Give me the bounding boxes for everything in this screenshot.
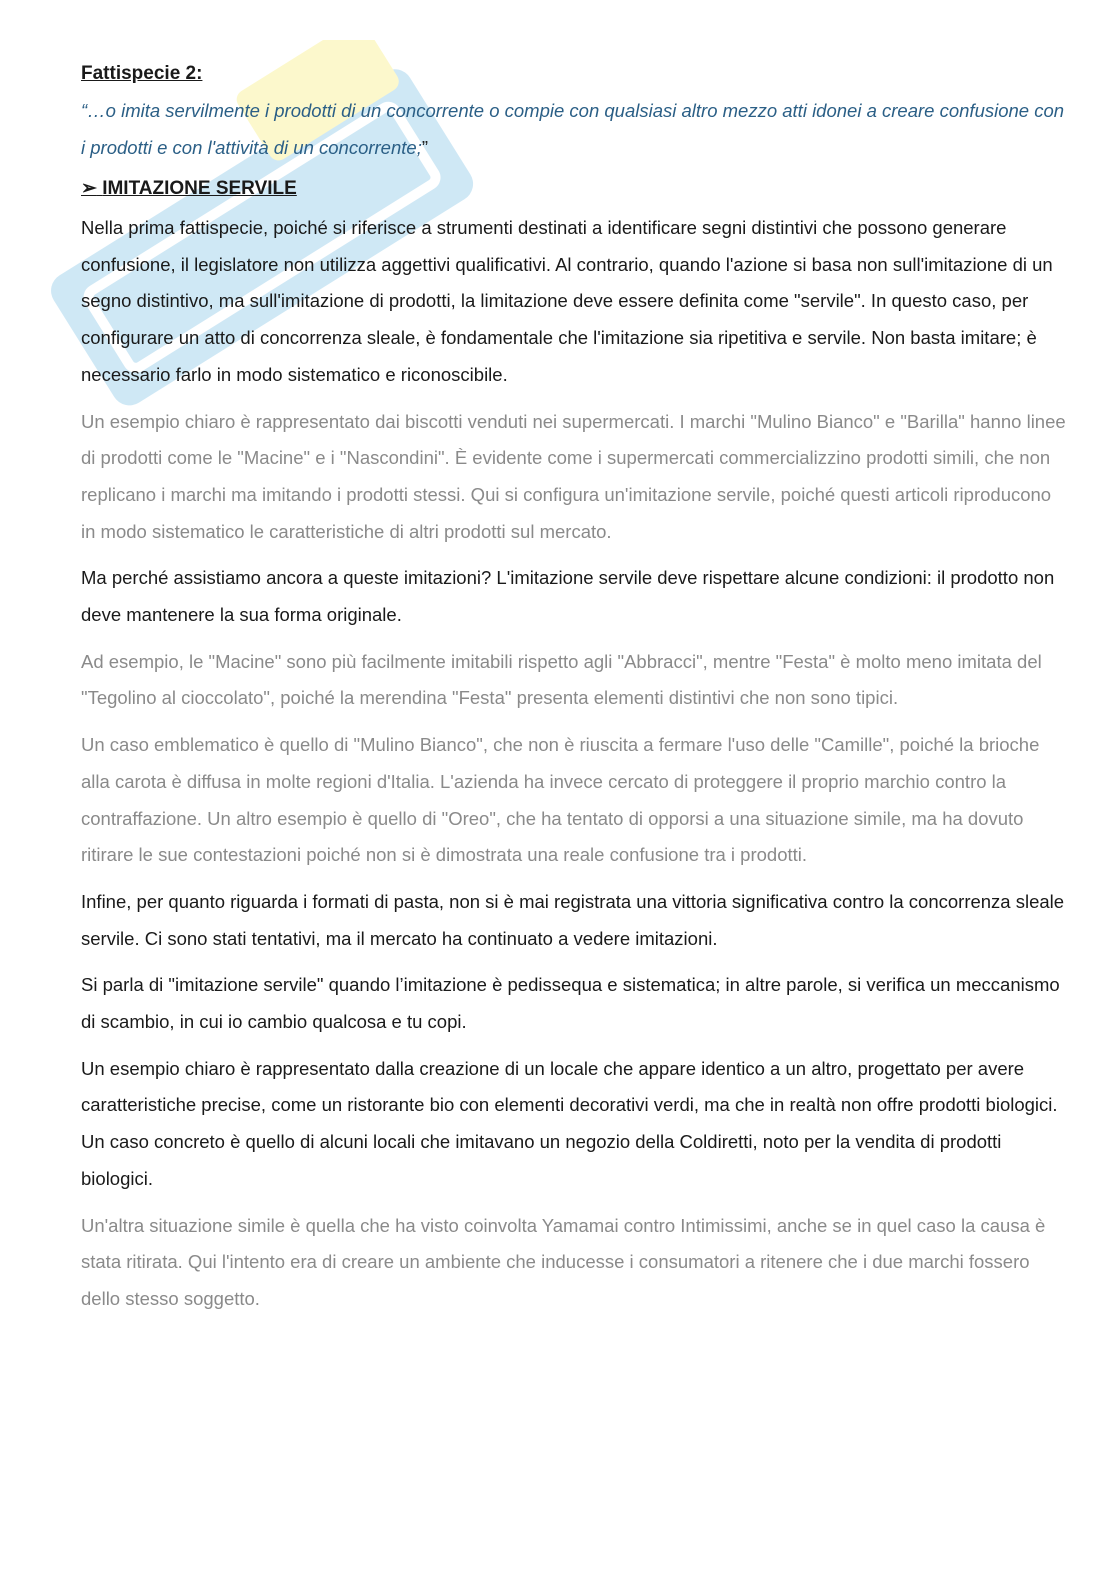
arrow-bullet-icon: ➢ [81,178,97,199]
paragraph-example: Ad esempio, le "Macine" sono più facilmente imitabili rispetto agli "Abbracci", mentre "Festa" è molto meno imitata del "Tegolino al cioccolato", poiché la merendina "Festa" presenta elementi distintivi che non sono tipici. [81,650,1042,709]
law-quote-closing: ” [421,137,429,158]
document-page [81,60,1066,1328]
paragraph: Infine, per quanto riguarda i formati di pasta, non si è mai registrata una vittoria significativa contro la concorrenza sleale servile. Ci sono stati tentativi, ma il mercato ha continuato a vedere imitazioni. [81,890,1065,949]
paragraph-example: Un caso emblematico è quello di "Mulino Bianco", che non è riuscita a fermare l'uso delle "Camille", poiché la brioche alla carota è diffusa in molte regioni d'Italia. L'azienda ha invece cercato di proteggere il proprio marchio contro la contraffazione. Un altro esempio è quello di "Oreo", che ha tentato di opporsi a una situazione simile, ma ha dovuto ritirare le sue contestazioni poiché non si è dimostrata una reale confusione tra i prodotti. [81,734,1040,866]
paragraph: Nella prima fattispecie, poiché si riferisce a strumenti destinati a identificare segni distintivi che possono generare confusione, il legislatore non utilizza aggettivi qualificativi. Al contrario, quando l'azione si basa non sull'imitazione di un segno distintivo, ma sull'imitazione di prodotti, la limitazione deve essere definita come "servile". In questo caso, per configurare un atto di concorrenza sleale, è fondamentale che l'imitazione sia ripetitiva e servile. Non basta imitare; è necessario farlo in modo sistematico e riconoscibile. [81,217,1053,385]
paragraph: Ma perché assistiamo ancora a queste imitazioni? L'imitazione servile deve rispettare alcune condizioni: il prodotto non deve mantenere la sua forma originale. [81,567,1055,626]
paragraph: Si parla di "imitazione servile" quando l’imitazione è pedissequa e sistematica; in altre parole, si verifica un meccanismo di scambio, in cui io cambio qualcosa e tu copi. [81,974,1060,1033]
paragraph-example: Un esempio chiaro è rappresentato dai biscotti venduti nei supermercati. I marchi "Mulino Bianco" e "Barilla" hanno linee di prodotti come le "Macine" e i "Nascondini". È evidente come i supermercati commercializzino prodotti simili, che non replicano i marchi ma imitando i prodotti stessi. Qui si configura un'imitazione servile, poiché questi articoli riproducono in modo sistematico le caratteristiche di altri prodotti sul mercato. [81,410,1066,542]
law-quote [81,92,1066,166]
section-title-text: IMITAZIONE SERVILE [102,178,297,199]
page-heading: Fattispecie 2: [81,63,203,84]
law-quote-text: “…o imita servilmente i prodotti di un concorrente o compie con qualsiasi altro mezzo atti idonei a creare confusione con i prodotti e con l'attività di un concorrente; [81,100,1065,158]
paragraph-example: Un'altra situazione simile è quella che ha visto coinvolta Yamamai contro Intimissimi, anche se in quel caso la causa è stata ritirata. Qui l'intento era di creare un ambiente che inducesse i consumatori a ritenere che i due marchi fossero dello stesso soggetto. [81,1214,1046,1309]
paragraph: Un esempio chiaro è rappresentato dalla creazione di un locale che appare identico a un altro, progettato per avere caratteristiche precise, come un ristorante bio con elementi decorativi verdi, ma che in realtà non offre prodotti biologici. Un caso concreto è quello di alcuni locali che imitavano un negozio della Coldiretti, noto per la vendita di prodotti biologici. [81,1057,1058,1189]
section-title [81,174,1066,204]
